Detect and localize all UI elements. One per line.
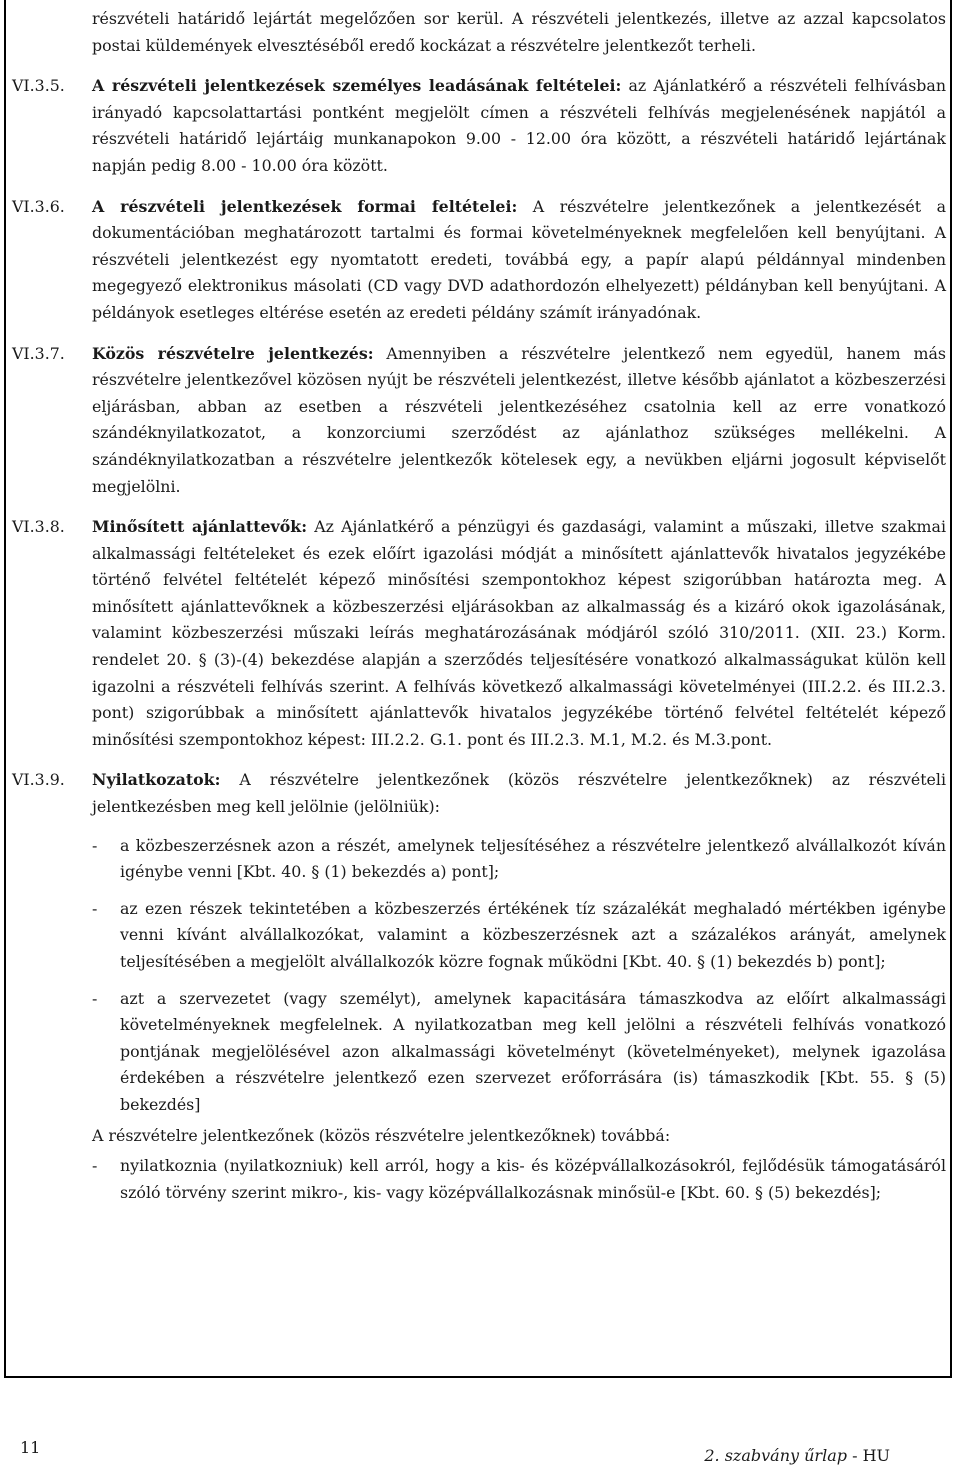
section-text: A részvételre jelentkezőnek a jelentkezését a dokumentációban meghatározott tartalmi és formai követelményeknek megfelelően kell benyújtani. A részvételi jelentkezést egy nyomtatott eredeti, továbbá egy, a papír alapú példánnyal mindenben megegyező elektronikus másolati (CD vagy DVD adathordozón elhelyezett) példányban kell benyújtani. A példányok esetleges eltérése esetén az eredeti példány számít irányadónak. — [92, 196, 946, 322]
page-number: 11 — [20, 1438, 41, 1457]
intro-paragraph: részvételi határidő lejártát megelőzően sor kerül. A részvételi jelentkezés, illetve az azzal kapcsolatos postai küldemények elvesztéséből eredő kockázat a részvételre jelentkezőt terheli. — [92, 9, 946, 55]
document-body — [12, 6, 946, 1206]
section-vi-3-7 — [12, 341, 946, 501]
section-text: Az Ajánlatkérő a pénzügyi és gazdasági, valamint a műszaki, illetve szakmai alkalmassági feltételeket és ezek előírt igazolási módját a minősített ajánlattevők hivatalos jegyzékébe történő felvétel feltételét képező minősítési szempontokhoz képest szigorúbban határozta meg. A minősített ajánlattevőknek a közbeszerzési eljárásokban az alkalmasság és a kizáró okok igazolásának, valamint közbeszerzési műszaki leírás meghatározásának módjáról szóló 310/2011. (XII. 23.) Korm. rendelet 20. § (3)-(4) bekezdése alapján a szerződés teljesítésére vonatkozó alkalmasságukat külön kell igazolni a részvételi felhívás szerint. A felhívás következő alkalmassági követelményei (III.2.2. és III.2.3. pont) szigorúbbak a minősített ajánlattevők hivatalos jegyzékébe történő felvétel feltételét képező minősítési szempontokhoz képest: III.2.2. G.1. pont és III.2.3. M.1, M.2. és M.3.pont. — [92, 517, 946, 749]
section-vi-3-8 — [12, 514, 946, 753]
section-heading: A részvételi jelentkezések személyes leadásának feltételei: — [92, 76, 622, 96]
section-text: A részvételre jelentkezőnek (közös részvételre jelentkezőknek) az részvételi jelentkezésben meg kell jelölnie (jelölniük): — [92, 770, 946, 817]
section-vi-3-9 — [12, 767, 946, 1206]
section-heading: Nyilatkozatok: — [92, 770, 221, 790]
section-text: Amennyiben a részvételre jelentkező nem egyedül, hanem más részvételre jelentkezővel közösen nyújt be részvételi jelentkezést, illetve később ajánlatot a közbeszerzési eljárásban, abban az esetben a részvételi jelentkezéséhez csatolnia kell az erre vonatkozó szándéknyilatkozatot, a konzorciumi szerződést az ajánlathoz szükséges mellékelni. A szándéknyilatkozatban a részvételre jelentkezők kötelesek egy, a nevükben eljárni jogosult képviselőt megjelölni. — [92, 343, 946, 496]
list-item: - a közbeszerzésnek azon a részét, amelynek teljesítéséhez a részvételre jelentkező alvállalkozót kíván igénybe venni [Kbt. 40. § (1) bekezdés a) pont]; — [92, 833, 946, 886]
bullet-dash: - — [92, 988, 98, 1008]
section-number: VI.3.6. — [12, 196, 65, 216]
footer-label: 2. szabvány űrlap - HU — [704, 1446, 890, 1465]
continuation-text: A részvételre jelentkezőnek (közös részvételre jelentkezőknek) továbbá: — [92, 1125, 671, 1145]
section-heading: A részvételi jelentkezések formai feltételei: — [92, 196, 518, 216]
list-item: - az ezen részek tekintetében a közbeszerzés értékének tíz százalékát meghaladó mértékben igénybe venni kívánt alvállalkozókat, valamint a közbeszerzésnek azt a százalékos arányát, amelynek teljesítésében a megjelölt alvállalkozók közre fognak működni [Kbt. 40. § (1) bekezdés b) pont]; — [92, 896, 946, 976]
bullet-dash: - — [92, 835, 98, 855]
list-item: - nyilatkoznia (nyilatkozniuk) kell arról, hogy a kis- és középvállalkozásokról, fejlődésük támogatásáról szóló törvény szerint mikro-, kis- vagy középvállalkozásnak minősül-e [Kbt. 60. § (5) bekezdés]; — [92, 1153, 946, 1206]
section-number: VI.3.9. — [12, 770, 65, 790]
bullet-dash: - — [92, 898, 98, 918]
list-item: - azt a szervezetet (vagy személyt), amelynek kapacitására támaszkodva az előírt alkalmassági követelményeknek megfelelnek. A nyilatkozatban meg kell jelölni a részvételi felhívás vonatkozó pontjának megjelölésével azon alkalmassági követelményt (követelményeket), melynek igazolása érdekében a részvételre jelentkező ezen szervezet erőforrására (is) támaszkodik [Kbt. 55. § (5) bekezdés] — [92, 986, 946, 1119]
section-vi-3-5 — [12, 73, 946, 179]
section-heading: Közös részvételre jelentkezés: — [92, 343, 374, 363]
section-number: VI.3.8. — [12, 517, 65, 537]
section-vi-3-6 — [12, 194, 946, 327]
section-heading: Minősített ajánlattevők: — [92, 517, 308, 537]
section-number: VI.3.5. — [12, 76, 65, 96]
section-text: az Ajánlatkérő a részvételi felhívásban irányadó kapcsolattartási pontként megjelölt címen a részvételi felhívás megjelenésének napjától a részvételi határidő lejártáig munkanapokon 9.00 - 12.00 óra között, a részvételi határidő lejártának napján pedig 8.00 - 10.00 óra között. — [92, 76, 947, 175]
bullet-dash: - — [92, 1156, 98, 1176]
section-number: VI.3.7. — [12, 343, 65, 363]
